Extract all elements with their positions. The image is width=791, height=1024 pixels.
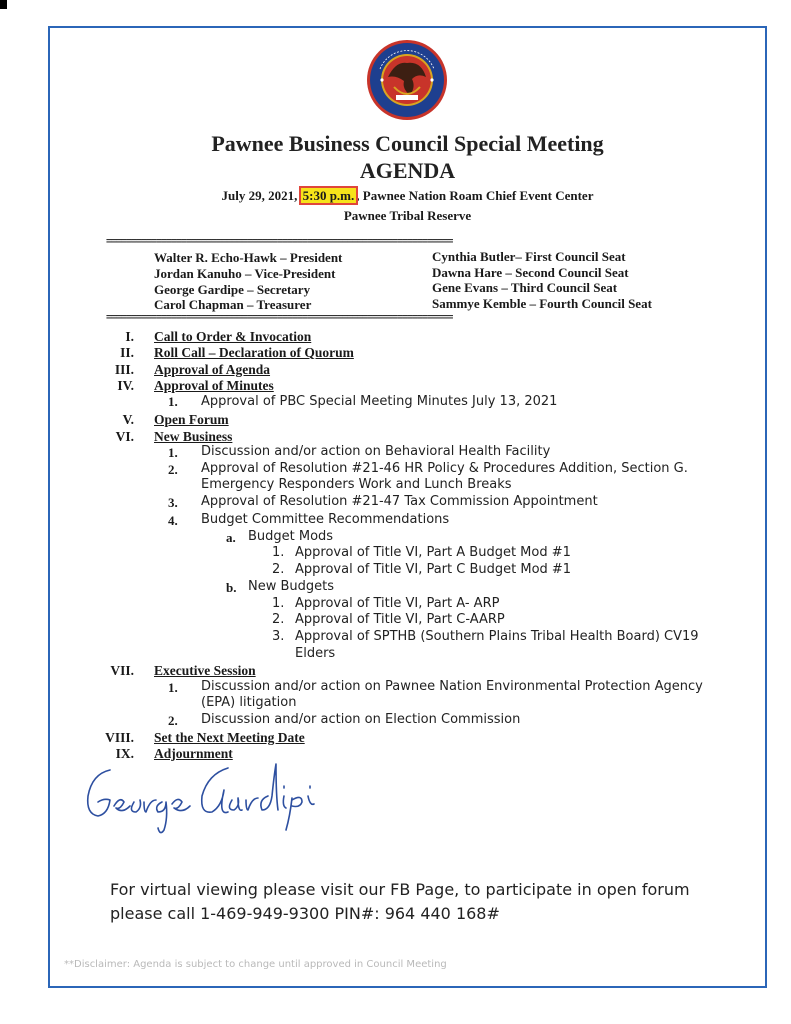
section-number: VII. bbox=[110, 663, 134, 678]
subitem-letter: a. bbox=[226, 530, 236, 545]
handwritten-signature bbox=[78, 756, 348, 836]
item-text-continued: (EPA) litigation bbox=[201, 695, 297, 710]
subitem-text: New Budgets bbox=[248, 579, 335, 594]
dial-in-info: please call 1-469-949-9300 PIN#: 964 440 168# bbox=[110, 904, 500, 923]
subitem-number: 1. bbox=[272, 545, 285, 560]
section-number: III. bbox=[114, 362, 134, 377]
item-number: 1. bbox=[168, 680, 178, 695]
item-text: Discussion and/or action on Behavioral Health Facility bbox=[201, 444, 551, 459]
section-title: Adjournment bbox=[154, 746, 233, 761]
council-member: Jordan Kanuho – Vice-President bbox=[154, 266, 336, 281]
item-text: Discussion and/or action on Pawnee Nation Environmental Protection Agency bbox=[201, 679, 703, 694]
council-member: Carol Chapman – Treasurer bbox=[154, 297, 312, 312]
section-title: Approval of Agenda bbox=[154, 362, 271, 377]
section-number: IV. bbox=[117, 378, 134, 393]
pawnee-nation-seal-icon bbox=[366, 39, 448, 121]
subitem-number: 2. bbox=[272, 562, 285, 577]
section-number: V. bbox=[122, 412, 134, 427]
separator-bottom: ===================================================================== bbox=[106, 312, 453, 323]
item-number: 3. bbox=[168, 495, 178, 510]
subitem-detail: Approval of Title VI, Part C-AARP bbox=[295, 612, 505, 627]
section-title: Call to Order & Invocation bbox=[154, 329, 312, 344]
subitem-detail: Approval of SPTHB (Southern Plains Tribal Health Board) CV19 bbox=[295, 629, 699, 644]
council-member: Gene Evans – Third Council Seat bbox=[432, 280, 618, 295]
subitem-letter: b. bbox=[226, 580, 237, 595]
section-title: Executive Session bbox=[154, 663, 256, 678]
council-member: George Gardipe – Secretary bbox=[154, 282, 311, 297]
subitem-detail: Approval of Title VI, Part A Budget Mod #1 bbox=[295, 545, 571, 560]
agenda-heading: AGENDA bbox=[359, 158, 456, 183]
section-number: II. bbox=[120, 345, 134, 360]
council-member: Sammye Kemble – Fourth Council Seat bbox=[432, 296, 652, 311]
disclaimer: **Disclaimer: Agenda is subject to change until approved in Council Meeting bbox=[64, 959, 447, 970]
council-member: Cynthia Butler– First Council Seat bbox=[432, 249, 626, 264]
item-number: 2. bbox=[168, 462, 178, 477]
virtual-viewing-note: For virtual viewing please visit our FB Page, to participate in open forum bbox=[110, 880, 690, 899]
section-title: Open Forum bbox=[154, 412, 229, 427]
meeting-date: July 29, 2021, bbox=[221, 188, 298, 203]
date-time-location bbox=[0, 188, 791, 204]
section-number: VIII. bbox=[105, 730, 134, 745]
item-text: Budget Committee Recommendations bbox=[201, 512, 450, 527]
item-text: Approval of Resolution #21-47 Tax Commission Appointment bbox=[201, 494, 598, 509]
item-number: 2. bbox=[168, 713, 178, 728]
item-text: Approval of PBC Special Meeting Minutes July 13, 2021 bbox=[201, 394, 558, 409]
section-title: Set the Next Meeting Date bbox=[154, 730, 305, 745]
item-text: Approval of Resolution #21-46 HR Policy & Procedures Addition, Section G. bbox=[201, 461, 688, 476]
section-number: VI. bbox=[115, 429, 134, 444]
item-number: 1. bbox=[168, 445, 178, 460]
subitem-detail-continued: Elders bbox=[295, 646, 336, 661]
item-number: 1. bbox=[168, 394, 178, 409]
item-text-continued: Emergency Responders Work and Lunch Breaks bbox=[201, 477, 512, 492]
section-number: IX. bbox=[115, 746, 134, 761]
scan-corner-mark bbox=[0, 0, 7, 9]
meeting-venue: Pawnee Tribal Reserve bbox=[343, 208, 472, 223]
section-number: I. bbox=[125, 329, 134, 344]
section-title: Approval of Minutes bbox=[154, 378, 274, 393]
item-number: 4. bbox=[168, 513, 178, 528]
item-text: Discussion and/or action on Election Commission bbox=[201, 712, 521, 727]
meeting-location: , Pawnee Nation Roam Chief Event Center bbox=[356, 188, 594, 203]
section-title: New Business bbox=[154, 429, 233, 444]
subitem-number: 2. bbox=[272, 612, 285, 627]
council-member: Walter R. Echo-Hawk – President bbox=[154, 250, 343, 265]
subitem-detail: Approval of Title VI, Part A- ARP bbox=[295, 596, 500, 611]
subitem-number: 1. bbox=[272, 596, 285, 611]
separator-top: ===================================================================== bbox=[106, 236, 453, 247]
meeting-title: Pawnee Business Council Special Meeting bbox=[211, 131, 604, 156]
section-title: Roll Call – Declaration of Quorum bbox=[154, 345, 354, 360]
subitem-text: Budget Mods bbox=[248, 529, 334, 544]
council-member: Dawna Hare – Second Council Seat bbox=[432, 265, 629, 280]
subitem-detail: Approval of Title VI, Part C Budget Mod #1 bbox=[295, 562, 572, 577]
meeting-time-highlight: 5:30 p.m. bbox=[302, 188, 355, 203]
subitem-number: 3. bbox=[272, 629, 285, 644]
